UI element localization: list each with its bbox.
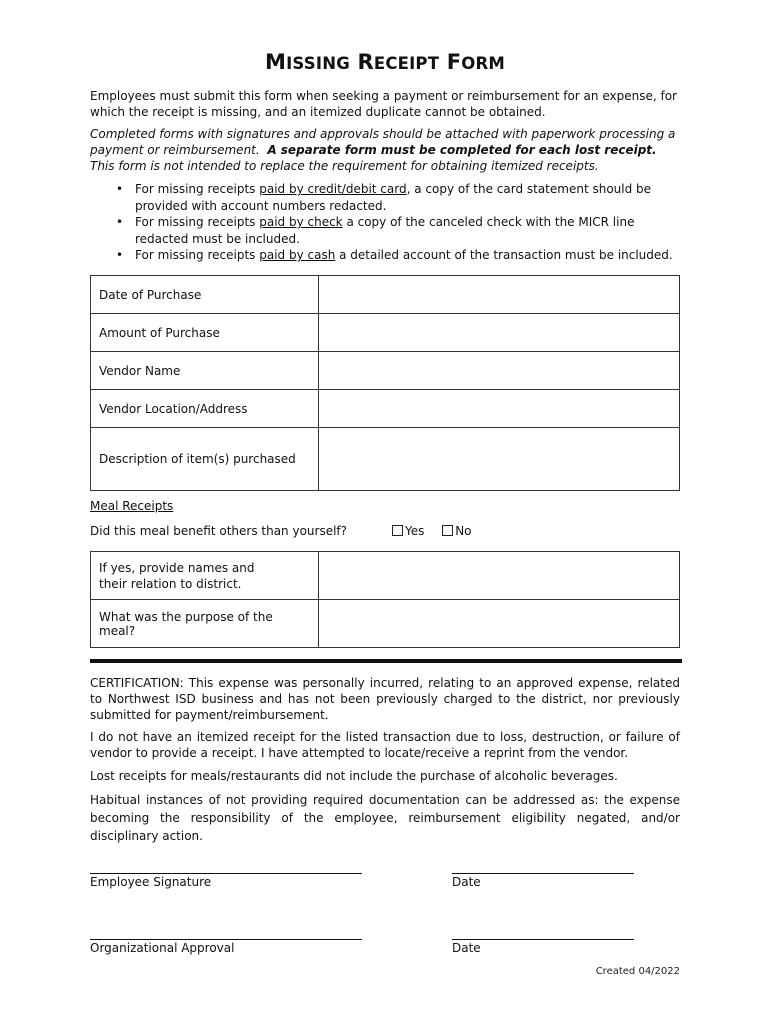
table-row (91, 552, 680, 600)
section-divider (90, 659, 682, 663)
approval-date-line[interactable] (452, 939, 634, 940)
vendor-name-field[interactable] (319, 352, 680, 390)
bullet-icon: • (116, 182, 124, 196)
meal-purpose-label: What was the purpose of the meal? (91, 600, 319, 648)
created-date: Created 04/2022 (595, 966, 680, 977)
certification-text: CERTIFICATION: This expense was personally incurred, relating to an approved expense, related to Northwest ISD business and has not been previously charged to the district, nor previously submitted for payment/reimbursement. (90, 676, 680, 722)
title-letter: R (357, 50, 374, 74)
bullet-text: For missing receipts (135, 182, 260, 196)
meal-receipts-heading: Meal Receipts (90, 499, 174, 513)
title-word: ECEIPT (373, 54, 440, 73)
intro-text: Employees must submit this form when seeking a payment or reimbursement for an expense, for which the receipt is missing, and an itemized duplicate cannot be obtained. (90, 89, 677, 119)
meal-purpose-field[interactable] (319, 600, 680, 648)
bullet-text: a copy of the canceled check with the MICR line redacted must be included. (135, 215, 635, 246)
approval-signature-label: Organizational Approval (90, 941, 235, 955)
amount-of-purchase-field[interactable] (319, 314, 680, 352)
bullet-underlined: paid by credit/debit card (259, 182, 407, 196)
names-relation-field[interactable] (319, 552, 680, 600)
vendor-location-label: Vendor Location/Address (91, 390, 319, 428)
table-row (91, 352, 680, 390)
meal-benefit-options (392, 524, 486, 538)
meal-table (90, 551, 680, 648)
certification-no-receipt: I do not have an itemized receipt for the listed transaction due to loss, destruction, or failure of vendor to provide a receipt. I have attempted to locate/receive a reprint from the vendor. (90, 730, 680, 760)
title-letter: F (446, 50, 462, 74)
names-label-line1: If yes, provide names and (99, 560, 255, 575)
no-label: No (455, 524, 472, 538)
title-letter: M (264, 50, 287, 74)
checkbox-icon[interactable] (392, 525, 403, 536)
certification-alcohol: Lost receipts for meals/restaurants did not include the purchase of alcoholic beverages. (90, 769, 618, 783)
no-option[interactable] (442, 524, 471, 538)
certification-habitual: Habitual instances of not providing required documentation can be addressed as: the expense becoming the responsibility of the employee, reimbursement eligibility negated, and/or disciplinary action. (90, 793, 680, 843)
vendor-location-field[interactable] (319, 390, 680, 428)
employee-signature-label: Employee Signature (90, 875, 212, 889)
item-description-label: Description of item(s) purchased (91, 428, 319, 491)
bullet-icon: • (116, 215, 124, 229)
title-word: ORM (461, 54, 506, 73)
date-of-purchase-field[interactable] (319, 276, 680, 314)
bullet-text: a detailed account of the transaction must be included. (335, 248, 673, 262)
instructions-bold: A separate form must be completed for each lost receipt. (267, 143, 657, 157)
purchase-table (90, 275, 680, 491)
yes-label: Yes (405, 524, 425, 538)
table-row (91, 314, 680, 352)
instructions-text (90, 126, 680, 174)
names-label-line2: their relation to district. (99, 576, 242, 591)
approval-signature-line[interactable] (90, 939, 362, 940)
bullet-underlined: paid by check (259, 215, 343, 229)
title-word: ISSING (286, 54, 350, 73)
approval-date-label: Date (452, 941, 481, 955)
date-of-purchase-label: Date of Purchase (91, 276, 319, 314)
employee-date-label: Date (452, 875, 481, 889)
checkbox-icon[interactable] (442, 525, 453, 536)
vendor-name-label: Vendor Name (91, 352, 319, 390)
yes-option[interactable] (392, 524, 424, 538)
table-row (91, 600, 680, 648)
instructions-part1: Completed forms with signatures and approvals should be attached with paperwork processing a payment or reimbursement. (90, 127, 676, 157)
amount-of-purchase-label: Amount of Purchase (91, 314, 319, 352)
form-title (90, 50, 680, 74)
bullet-underlined: paid by cash (259, 248, 336, 262)
list-item (90, 247, 680, 264)
table-row (91, 390, 680, 428)
receipt-instructions-list (90, 181, 680, 264)
instructions-part2: This form is not intended to replace the requirement for obtaining itemized receipts. (90, 159, 599, 173)
employee-signature-line[interactable] (90, 873, 362, 874)
bullet-icon: • (116, 248, 124, 262)
list-item (90, 214, 680, 247)
table-row (91, 276, 680, 314)
bullet-text: , a copy of the card statement should be provided with account numbers redacted. (135, 182, 652, 213)
bullet-text: For missing receipts (135, 248, 260, 262)
bullet-text: For missing receipts (135, 215, 260, 229)
list-item (90, 181, 680, 214)
names-relation-label (91, 552, 319, 600)
table-row (91, 428, 680, 491)
employee-date-line[interactable] (452, 873, 634, 874)
item-description-field[interactable] (319, 428, 680, 491)
meal-benefit-question: Did this meal benefit others than yourself? (90, 524, 348, 538)
